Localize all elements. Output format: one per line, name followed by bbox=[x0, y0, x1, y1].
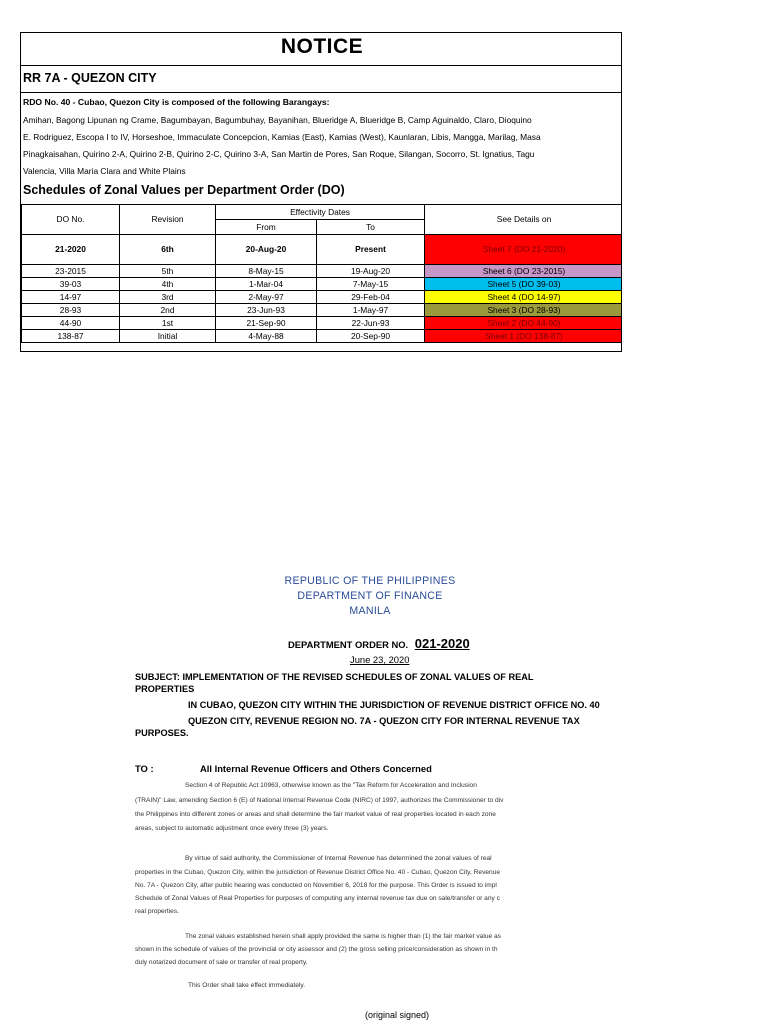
header-details: See Details on bbox=[425, 205, 622, 235]
cell-to: 29-Feb-04 bbox=[317, 291, 425, 304]
cell-from: 1-Mar-04 bbox=[216, 278, 317, 291]
sheet-link-7[interactable]: Sheet 7 (DO 21-2020) bbox=[425, 235, 622, 265]
cell-to: 1-May-97 bbox=[317, 304, 425, 317]
paragraph-line: shown in the schedule of values of the provincial or city assessor and (2) the gross selling price/consideration as shown in th bbox=[135, 946, 498, 953]
paragraph-line: By virtue of said authority, the Commissioner of Internal Revenue has determined the zonal values of real bbox=[185, 855, 492, 862]
city-heading: MANILA bbox=[349, 605, 391, 617]
table-row bbox=[22, 278, 623, 291]
subject-line: QUEZON CITY, REVENUE REGION NO. 7A - QUEZON CITY FOR INTERNAL REVENUE TAX bbox=[188, 716, 580, 726]
paragraph-line: No. 7A - Quezon City, after public hearing was conducted on November 6, 2018 for the purpose. This Order is issued to impl bbox=[135, 882, 497, 889]
divider bbox=[21, 92, 622, 93]
table-row-current bbox=[22, 235, 623, 265]
cell-revision: Initial bbox=[120, 330, 216, 343]
paragraph-line: Schedule of Zonal Values of Real Properties for purposes of computing any internal revenue tax due on sale/transfer or any c bbox=[135, 895, 500, 902]
cell-from: 8-May-15 bbox=[216, 265, 317, 278]
sheet-link-6[interactable]: Sheet 6 (DO 23-2015) bbox=[425, 265, 622, 278]
barangay-line: Amihan, Bagong Lipunan ng Crame, Bagumbayan, Bagumbuhay, Bayanihan, Blueridge A, Blueridge B, Camp Aguinaldo, Claro, Dioquino bbox=[23, 115, 532, 125]
cell-revision: 3rd bbox=[120, 291, 216, 304]
notice-sheet bbox=[20, 32, 622, 352]
sheet-link-5[interactable]: Sheet 5 (DO 39-03) bbox=[425, 278, 622, 291]
barangay-line: Valencia, Villa Maria Clara and White Plains bbox=[23, 166, 186, 176]
sheet-link-3[interactable]: Sheet 3 (DO 28-93) bbox=[425, 304, 622, 317]
to-recipients: All Internal Revenue Officers and Others Concerned bbox=[200, 763, 432, 774]
paragraph-line: The zonal values established herein shall apply provided the same is higher than (1) the fair market value as bbox=[185, 933, 501, 940]
table-row bbox=[22, 304, 623, 317]
cell-from: 23-Jun-93 bbox=[216, 304, 317, 317]
cell-revision: 5th bbox=[120, 265, 216, 278]
subject-line: IN CUBAO, QUEZON CITY WITHIN THE JURISDICTION OF REVENUE DISTRICT OFFICE NO. 40 bbox=[188, 700, 600, 710]
cell-from: 4-May-88 bbox=[216, 330, 317, 343]
cell-revision: 1st bbox=[120, 317, 216, 330]
to-label: TO : bbox=[135, 763, 154, 774]
sheet-link-4[interactable]: Sheet 4 (DO 14-97) bbox=[425, 291, 622, 304]
order-number: 021-2020 bbox=[414, 636, 470, 651]
table-row bbox=[22, 317, 623, 330]
table-row bbox=[22, 291, 623, 304]
sheet-link-2[interactable]: Sheet 2 (DO 44-90) bbox=[425, 317, 622, 330]
notice-title: NOTICE bbox=[280, 35, 364, 58]
cell-do-no: 23-2015 bbox=[22, 265, 120, 278]
cell-do-no: 39-03 bbox=[22, 278, 120, 291]
department-heading: DEPARTMENT OF FINANCE bbox=[297, 590, 443, 602]
subject-line: PROPERTIES bbox=[135, 684, 195, 694]
region-title: RR 7A - QUEZON CITY bbox=[23, 71, 157, 85]
cell-do-no: 138-87 bbox=[22, 330, 120, 343]
table-row bbox=[22, 265, 623, 278]
cell-revision: 6th bbox=[120, 235, 216, 265]
subject-line: SUBJECT: IMPLEMENTATION OF THE REVISED SCHEDULES OF ZONAL VALUES OF REAL bbox=[135, 672, 534, 682]
header-revision: Revision bbox=[120, 205, 216, 235]
order-date: June 23, 2020 bbox=[350, 654, 410, 665]
paragraph-line: properties in the Cubao, Quezon City, within the jurisdiction of Revenue District Office No. 40 - Cubao, Quezon City, Revenue bbox=[135, 869, 501, 876]
cell-to: 7-May-15 bbox=[317, 278, 425, 291]
paragraph-line: duly notarized document of sale or transfer of real property. bbox=[135, 959, 308, 966]
header-effectivity: Effectivity Dates bbox=[216, 205, 425, 220]
cell-do-no: 44-90 bbox=[22, 317, 120, 330]
department-order-page bbox=[0, 560, 768, 1024]
cell-do-no: 28-93 bbox=[22, 304, 120, 317]
cell-do-no: 21-2020 bbox=[22, 235, 120, 265]
cell-from: 20-Aug-20 bbox=[216, 235, 317, 265]
paragraph-line: areas, subject to automatic adjustment once every three (3) years. bbox=[135, 825, 329, 832]
paragraph-line: (TRAIN)" Law, amending Section 6 (E) of National Internal Revenue Code (NIRC) of 1997, authorizes the Commissioner to div bbox=[135, 797, 504, 804]
paragraph-line: Section 4 of Republic Act 10963, otherwise known as the "Tax Reform for Acceleration and Inclusion bbox=[185, 782, 477, 789]
zonal-schedule-table bbox=[21, 204, 622, 343]
paragraph-line: real properties. bbox=[135, 908, 179, 915]
table-row bbox=[22, 330, 623, 343]
cell-to: 22-Jun-93 bbox=[317, 317, 425, 330]
header-to: To bbox=[317, 220, 425, 235]
barangay-line: Pinagkaisahan, Quirino 2-A, Quirino 2-B, Quirino 2-C, Quirino 3-A, San Martin de Pores, San Roque, Silangan, Socorro, St. Ignatius, Tagu bbox=[23, 149, 535, 159]
cell-revision: 2nd bbox=[120, 304, 216, 317]
divider bbox=[21, 65, 622, 66]
header-from: From bbox=[216, 220, 317, 235]
republic-heading: REPUBLIC OF THE PHILIPPINES bbox=[284, 575, 456, 587]
cell-from: 2-May-97 bbox=[216, 291, 317, 304]
header-do-no: DO No. bbox=[22, 205, 120, 235]
signature-note: (original signed) bbox=[365, 1010, 430, 1020]
paragraph-line: This Order shall take effect immediately. bbox=[188, 982, 306, 989]
schedule-title: Schedules of Zonal Values per Department Order (DO) bbox=[23, 183, 345, 197]
cell-to: 19-Aug-20 bbox=[317, 265, 425, 278]
order-label: DEPARTMENT ORDER NO. bbox=[288, 639, 409, 650]
subject-line: PURPOSES. bbox=[135, 728, 189, 738]
rdo-heading: RDO No. 40 - Cubao, Quezon City is composed of the following Barangays: bbox=[23, 97, 330, 107]
cell-to: 20-Sep-90 bbox=[317, 330, 425, 343]
sheet-link-1[interactable]: Sheet 1 (DO 138-87) bbox=[425, 330, 622, 343]
paragraph-line: the Philippines into different zones or areas and shall determine the fair market value of real properties located in each zone bbox=[135, 811, 496, 818]
cell-from: 21-Sep-90 bbox=[216, 317, 317, 330]
order-number-line bbox=[288, 636, 470, 651]
cell-revision: 4th bbox=[120, 278, 216, 291]
barangay-line: E. Rodriguez, Escopa I to IV, Horseshoe, Immaculate Concepcion, Kamias (East), Kamias (West), Kaunlaran, Libis, Mangga, Marilag, Masa bbox=[23, 132, 541, 142]
cell-do-no: 14-97 bbox=[22, 291, 120, 304]
cell-to: Present bbox=[317, 235, 425, 265]
